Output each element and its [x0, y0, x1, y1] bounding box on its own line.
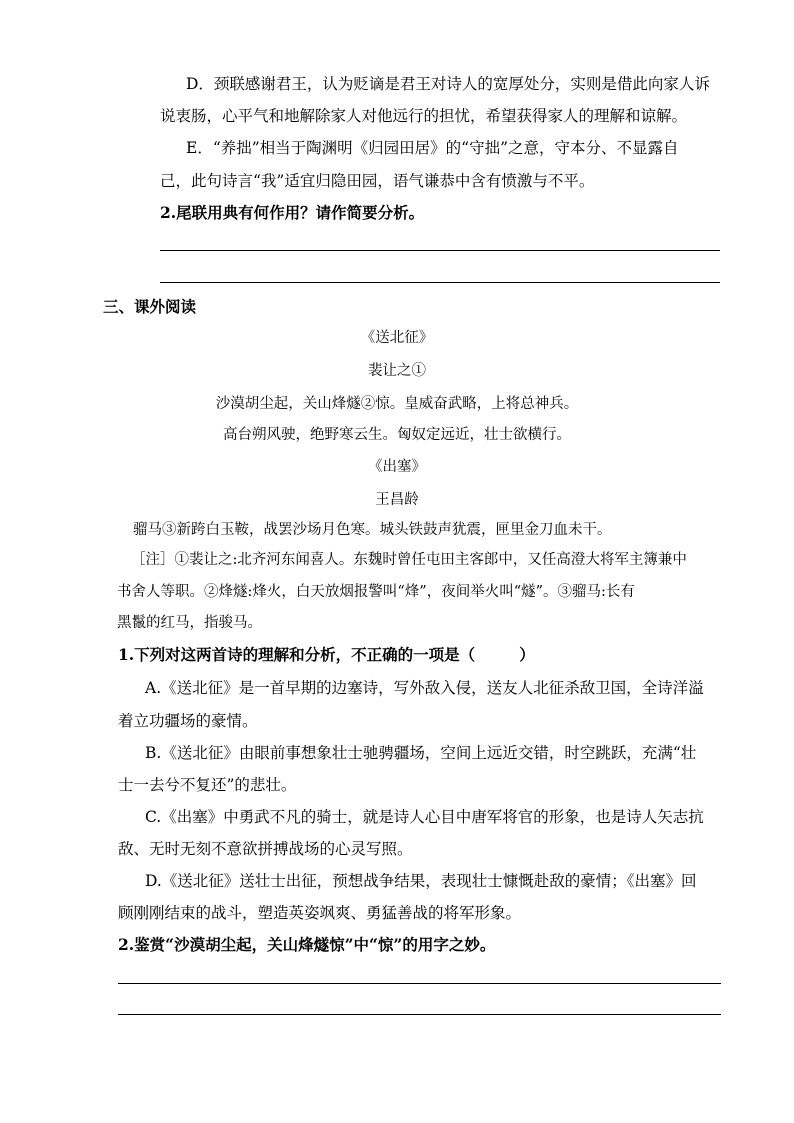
answer-line [160, 250, 720, 251]
option-d-line1: D.《送北征》送壮士出征，预想战争结果，表现壮士慷慨赴敌的豪情；《出塞》回 [145, 872, 697, 890]
poem1-line1: 沙漠胡尘起，关山烽燧②惊。皇威奋武略，上将总神兵。 [215, 396, 579, 412]
option-c-line2: 敌、无时无刻不意欲拼搏战场的心灵写照。 [118, 840, 413, 858]
notes-line3: 黑鬣的红马，指骏马。 [117, 615, 262, 631]
option-c-line1: C.《出塞》中勇武不凡的骑士，就是诗人心目中唐军将官的形象，也是诗人矢志抗 [145, 808, 704, 826]
prev-option-d-line2: 说衷肠，心平气和地解除家人对他远行的担忧，希望获得家人的理解和谅解。 [160, 107, 688, 125]
answer-line [118, 983, 721, 984]
option-d-line2: 顾刚刚结束的战斗，塑造英姿飒爽、勇猛善战的将军形象。 [118, 904, 522, 922]
prev-question-2: 2.尾联用典有何作用？请作简要分析。 [160, 203, 425, 222]
section-heading: 三、课外阅读 [103, 297, 197, 316]
prev-option-d-line1: D．颈联感谢君王，认为贬谪是君王对诗人的宽厚处分，实则是借此向家人诉 [186, 75, 710, 93]
prev-option-e-line2: 己，此句诗言“我”适宜归隐田园，语气谦恭中含有愤激与不平。 [160, 172, 595, 190]
option-a-line1: A.《送北征》是一首早期的边塞诗，写外敌入侵，送友人北征杀敌卫国，全诗洋溢 [145, 679, 704, 697]
poem2-title: 《出塞》 [368, 459, 426, 475]
question-1-stem-text: 1.下列对这两首诗的理解和分析，不正确的一项是（ [118, 645, 476, 664]
poem1-title: 《送北征》 [360, 330, 434, 346]
poem1-author: 裴让之① [368, 363, 426, 379]
question-2: 2.鉴赏“沙漠胡尘起，关山烽燧惊”中“惊”的用字之妙。 [118, 935, 496, 954]
notes-line2: 书舍人等职。②烽燧:烽火，白天放烟报警叫“烽”，夜间举火叫“燧”。③骝马:长有 [117, 584, 635, 600]
poem1-line2: 高台朔风驶，绝野寒云生。匈奴定远近，壮士欲横行。 [223, 427, 571, 443]
answer-line [118, 1014, 721, 1015]
option-b-line1: B.《送北征》由眼前事想象壮士驰骋疆场，空间上远近交错，时空跳跃，充满“壮 [145, 744, 697, 762]
answer-line [160, 282, 720, 283]
question-1-stem-close: ） [519, 645, 535, 664]
poem2-author: 王昌龄 [375, 492, 419, 508]
notes-line1: ［注］①裴让之:北齐河东闻喜人。东魏时曾任屯田主客郎中，又任高澄大将军主簿兼中 [131, 552, 687, 568]
prev-option-e-line1: E．“养拙”相当于陶渊明《归园田居》的“守拙”之意，守本分、不显露自 [186, 139, 679, 157]
option-b-line2: 士一去兮不复还”的悲壮。 [118, 776, 297, 794]
question-1-stem [118, 645, 535, 665]
poem2-line1: 骝马③新跨白玉鞍，战罢沙场月色寒。城头铁鼓声犹震，匣里金刀血未干。 [133, 522, 612, 538]
option-a-line2: 着立功疆场的豪情。 [118, 712, 258, 730]
